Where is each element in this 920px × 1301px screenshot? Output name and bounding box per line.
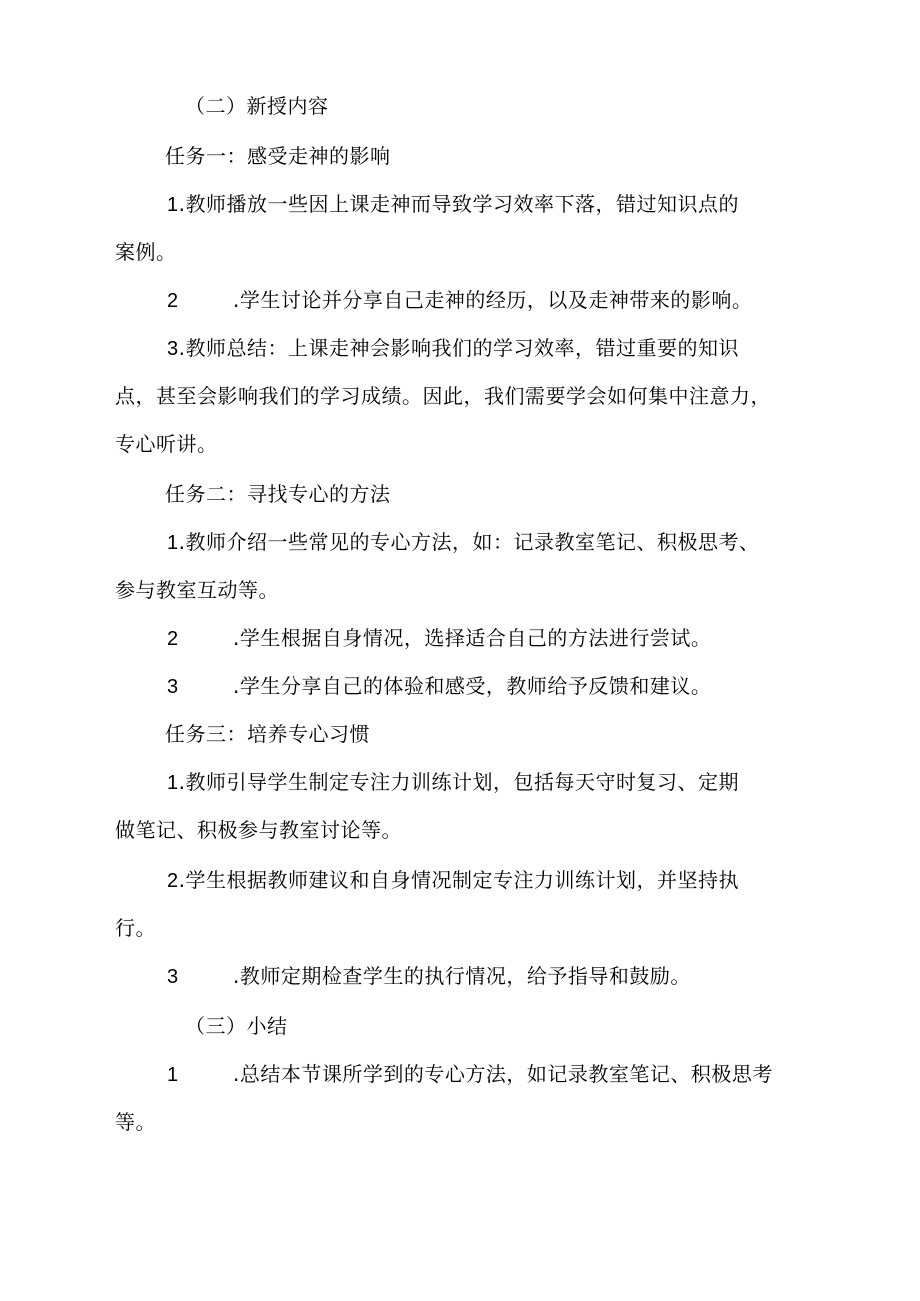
list-text: .学生根据教师建议和自身情况制定专注力训练计划，并坚持执 (178, 868, 739, 892)
task1-item1-line2: 案例。 (115, 240, 177, 264)
list-text: .教师总结：上课走神会影响我们的学习效率，错过重要的知识 (178, 336, 739, 360)
task2-item3 (167, 672, 711, 701)
task1-item1-line1 (167, 190, 739, 219)
list-number: 1 (167, 772, 179, 794)
task3-item1-line1 (167, 768, 739, 797)
list-text: .学生讨论并分享自己走神的经历，以及走神带来的影响。 (233, 288, 753, 312)
task1-item3-line2: 点，甚至会影响我们的学习成绩。因此，我们需要学会如何集中注意力， (115, 384, 771, 408)
list-number: 2 (167, 628, 179, 650)
list-text: .教师介绍一些常见的专心方法，如：记录教室笔记、积极思考、 (178, 530, 760, 554)
list-number: 3 (167, 966, 179, 988)
task3-item1-line2: 做笔记、积极参与教室讨论等。 (115, 818, 402, 842)
list-number: 1 (167, 194, 179, 216)
summary-item1-line2: 等。 (115, 1110, 156, 1134)
list-text: .学生分享自己的体验和感受，教师给予反馈和建议。 (233, 674, 712, 698)
list-number: 3 (167, 676, 179, 698)
list-text: .总结本节课所学到的专心方法，如记录教室笔记、积极思考 (233, 1062, 773, 1086)
list-number: 1 (167, 1064, 179, 1086)
task1-item3-line3: 专心听讲。 (115, 432, 218, 456)
task2-title: 任务二：寻找专心的方法 (165, 482, 391, 506)
task1-item3-line1 (167, 334, 739, 363)
list-number: 2 (167, 870, 179, 892)
task3-item3 (167, 962, 691, 991)
section-heading-new-content: （二）新授内容 (185, 94, 329, 118)
task2-item1-line1 (167, 528, 759, 557)
list-text: .教师引导学生制定专注力训练计划，包括每天守时复习、定期 (178, 770, 739, 794)
task3-item2-line2: 行。 (115, 916, 156, 940)
task3-item2-line1 (167, 866, 739, 895)
list-text: .学生根据自身情况，选择适合自己的方法进行尝试。 (233, 626, 712, 650)
task2-item2 (167, 624, 711, 653)
list-number: 3 (167, 338, 179, 360)
task3-title: 任务三：培养专心习惯 (165, 722, 370, 746)
task1-title: 任务一：感受走神的影响 (165, 144, 391, 168)
task2-item1-line2: 参与教室互动等。 (115, 578, 279, 602)
list-number: 1 (167, 532, 179, 554)
list-number: 2 (167, 290, 179, 312)
section-heading-summary: （三）小结 (185, 1014, 288, 1038)
list-text: .教师定期检查学生的执行情况，给予指导和鼓励。 (233, 964, 691, 988)
summary-item1-line1 (167, 1060, 773, 1089)
list-text: .教师播放一些因上课走神而导致学习效率下落，错过知识点的 (178, 192, 739, 216)
task1-item2 (167, 286, 752, 315)
